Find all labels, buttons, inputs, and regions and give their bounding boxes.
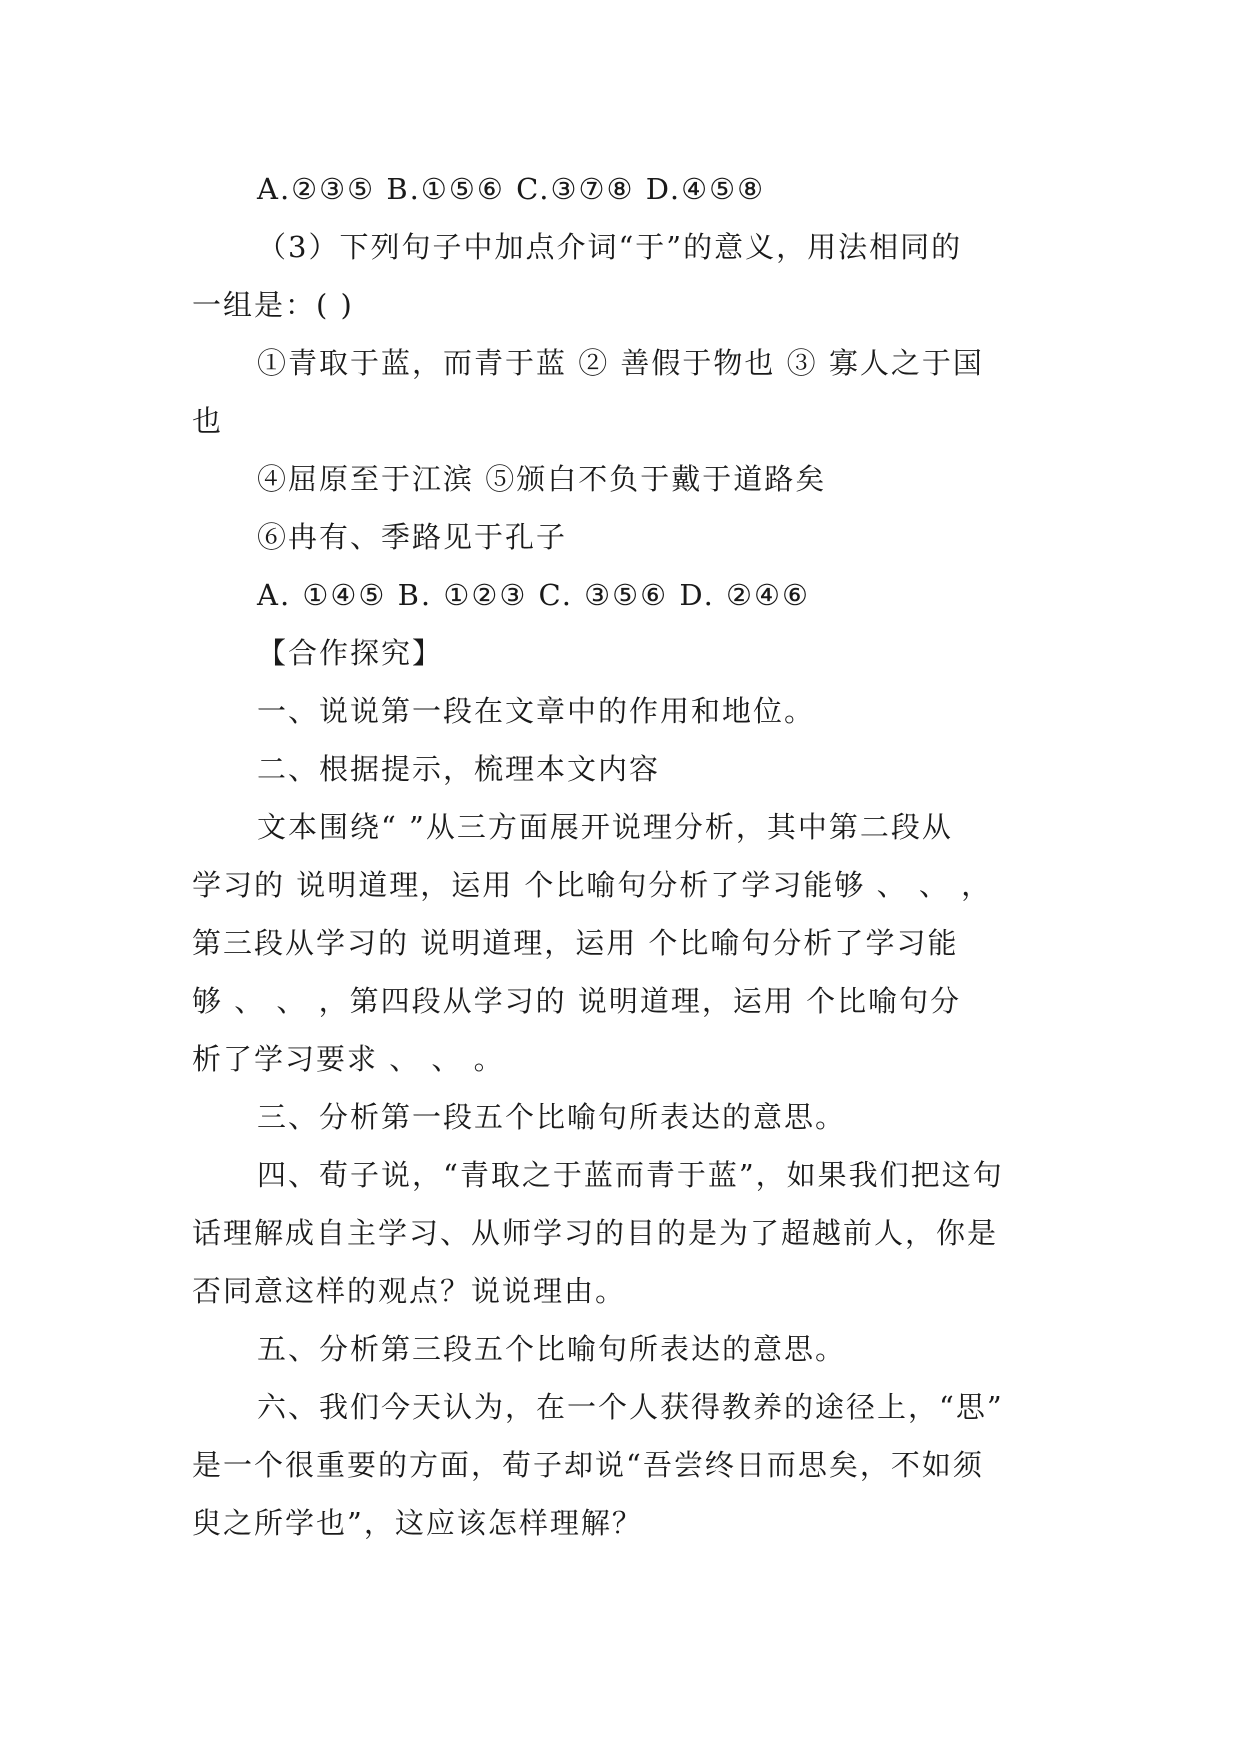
task-2-line: 二、根据提示，梳理本文内容 xyxy=(257,752,661,786)
answer-options-line: A. ①④⑤ B. ①②③ C. ③⑤⑥ D. ②④⑥ xyxy=(257,578,811,612)
fill-blank-line: 文本围绕“ ”从三方面展开说理分析，其中第二段从 xyxy=(257,810,953,844)
fill-blank-line: 够 、 、 ，第四段从学习的 说明道理，运用 个比喻句分 xyxy=(192,984,962,1018)
question-3-line: （3）下列句子中加点介词“于”的意义，用法相同的 xyxy=(257,230,963,264)
question-3-continuation: 一组是：( ) xyxy=(192,288,354,322)
task-6-continuation: 是一个很重要的方面，荀子却说“吾尝终日而思矣，不如须 xyxy=(192,1448,984,1482)
task-5-line: 五、分析第三段五个比喻句所表达的意思。 xyxy=(257,1332,847,1366)
task-4-line: 四、荀子说，“青取之于蓝而青于蓝”，如果我们把这句 xyxy=(257,1158,1004,1192)
sentence-options-line: ①青取于蓝，而青于蓝 ② 善假于物也 ③ 寡人之于国 xyxy=(257,346,984,380)
task-3-line: 三、分析第一段五个比喻句所表达的意思。 xyxy=(257,1100,847,1134)
sentence-options-line: ④屈原至于江滨 ⑤颁白不负于戴于道路矣 xyxy=(257,462,827,496)
fill-blank-line: 学习的 说明道理，运用 个比喻句分析了学习能够 、 、 ， xyxy=(192,868,993,902)
task-4-continuation: 话理解成自主学习、从师学习的目的是为了超越前人，你是 xyxy=(192,1216,999,1250)
sentence-options-line: ⑥冉有、季路见于孔子 xyxy=(257,520,568,554)
task-4-continuation: 否同意这样的观点？说说理由。 xyxy=(192,1274,627,1308)
task-1-line: 一、说说第一段在文章中的作用和地位。 xyxy=(257,694,816,728)
answer-options-line: A.②③⑤ B.①⑤⑥ C.③⑦⑧ D.④⑤⑧ xyxy=(257,172,766,206)
task-6-line: 六、我们今天认为，在一个人获得教养的途径上，“思” xyxy=(257,1390,1004,1424)
sentence-options-continuation: 也 xyxy=(192,404,224,438)
document-body xyxy=(192,160,1052,1552)
fill-blank-line: 析了学习要求 、 、 。 xyxy=(192,1042,505,1076)
task-6-continuation: 臾之所学也”，这应该怎样理解？ xyxy=(192,1506,643,1540)
section-heading: 【合作探究】 xyxy=(257,636,444,670)
fill-blank-line: 第三段从学习的 说明道理，运用 个比喻句分析了学习能 xyxy=(192,926,959,960)
